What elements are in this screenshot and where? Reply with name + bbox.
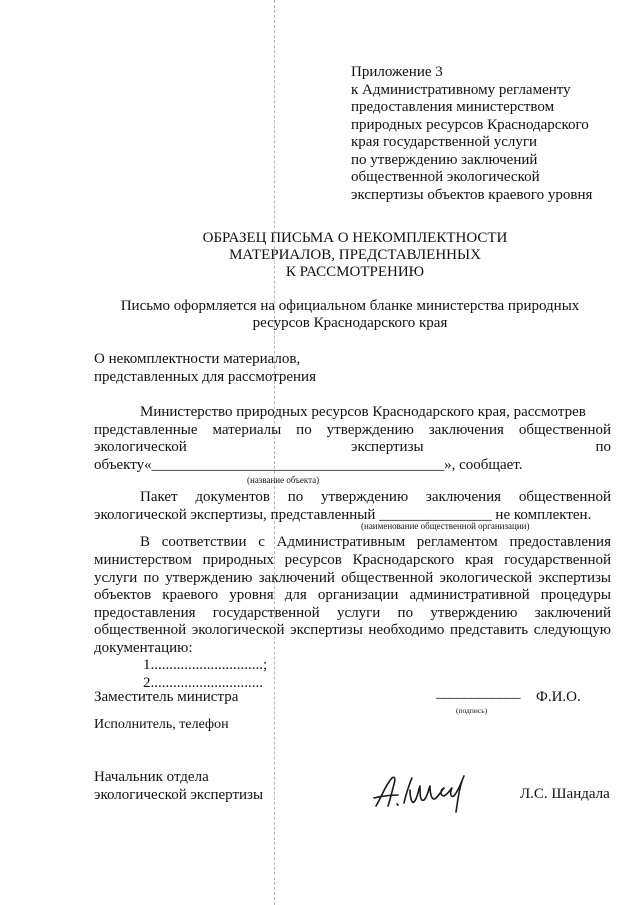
p1-line xyxy=(94,439,611,456)
p1-word: экологической xyxy=(94,439,187,455)
footer-name: Л.С. Шандала xyxy=(520,786,610,802)
footer-position xyxy=(94,769,263,804)
p3-line: документацию: xyxy=(94,640,193,656)
signature-caption: (подпись) xyxy=(456,706,488,715)
p3-line: общественной экологической экспертизы необходимо представить следующую xyxy=(94,622,611,638)
p3-line: предоставления государственной услуги по утверждению заключений xyxy=(94,605,611,621)
p2-organization-line: экологической экспертизы, представленный _______________ не комплектен. xyxy=(94,507,592,523)
p3-line: министерством природных ресурсов Краснодарского края государственной xyxy=(94,552,611,568)
appendix-line: края государственной услуги xyxy=(351,134,538,150)
p3-line: объектов краевого уровня для организации административной процедуры xyxy=(94,587,611,603)
signature-line: ____________ xyxy=(436,685,520,701)
title-line: К РАССМОТРЕНИЮ xyxy=(285,264,425,280)
title-line: МАТЕРИАЛОВ, ПРЕДСТАВЛЕННЫХ xyxy=(229,247,481,263)
p2-line: Пакет документов по утверждению заключения общественной xyxy=(140,489,611,505)
p1-line: представленные материалы по утверждению заключения общественной xyxy=(94,422,611,438)
appendix-line: природных ресурсов Краснодарского xyxy=(351,116,589,133)
appendix-block xyxy=(351,64,592,204)
appendix-line: предоставления министерством xyxy=(351,99,555,115)
deputy-name: Ф.И.О. xyxy=(536,689,581,705)
letterhead-note xyxy=(0,298,640,332)
p1-line: Министерство природных ресурсов Краснодарского края, рассмотрев xyxy=(140,404,586,420)
deputy-title: Заместитель министра xyxy=(94,689,239,705)
footer-position-line: Начальник отдела xyxy=(94,769,209,785)
footer-position-line: экологической экспертизы xyxy=(94,786,264,803)
note-line: Письмо оформляется на официальном бланке министерства природных xyxy=(120,298,580,314)
appendix-line: по утверждению заключений xyxy=(351,151,538,168)
p1-word: по xyxy=(595,439,611,455)
object-name-caption: (название объекта) xyxy=(247,475,320,485)
executor-line: Исполнитель, телефон xyxy=(94,717,229,732)
document-title xyxy=(0,230,640,281)
p1-object-line: объекту«_______________________________________», сообщает. xyxy=(94,457,523,473)
appendix-line: к Административному регламенту xyxy=(351,81,571,98)
p1-word: экспертизы xyxy=(351,439,424,455)
appendix-line: экспертизы объектов краевого уровня xyxy=(351,186,593,203)
note-line: ресурсов Краснодарского края xyxy=(252,315,448,331)
appendix-line: Приложение 3 xyxy=(351,64,443,80)
subject-line: представленных для рассмотрения xyxy=(94,368,316,385)
appendix-line: общественной экологической xyxy=(351,169,540,185)
handwritten-signature xyxy=(370,768,480,818)
p3-line: В соответствии с Административным регламентом предоставления xyxy=(140,534,611,550)
doc-list-item: 2.............................. xyxy=(143,675,263,691)
p3-line: услуги по утверждению заключений общественной экологической экспертизы xyxy=(94,570,611,586)
doc-list-item: 1..............................; xyxy=(143,657,268,673)
organization-caption: (наименование общественной организации) xyxy=(361,521,530,531)
subject-line: О некомплектности материалов, xyxy=(94,351,301,367)
letter-subject xyxy=(94,351,316,386)
title-line: ОБРАЗЕЦ ПИСЬМА О НЕКОМПЛЕКТНОСТИ xyxy=(202,230,508,246)
